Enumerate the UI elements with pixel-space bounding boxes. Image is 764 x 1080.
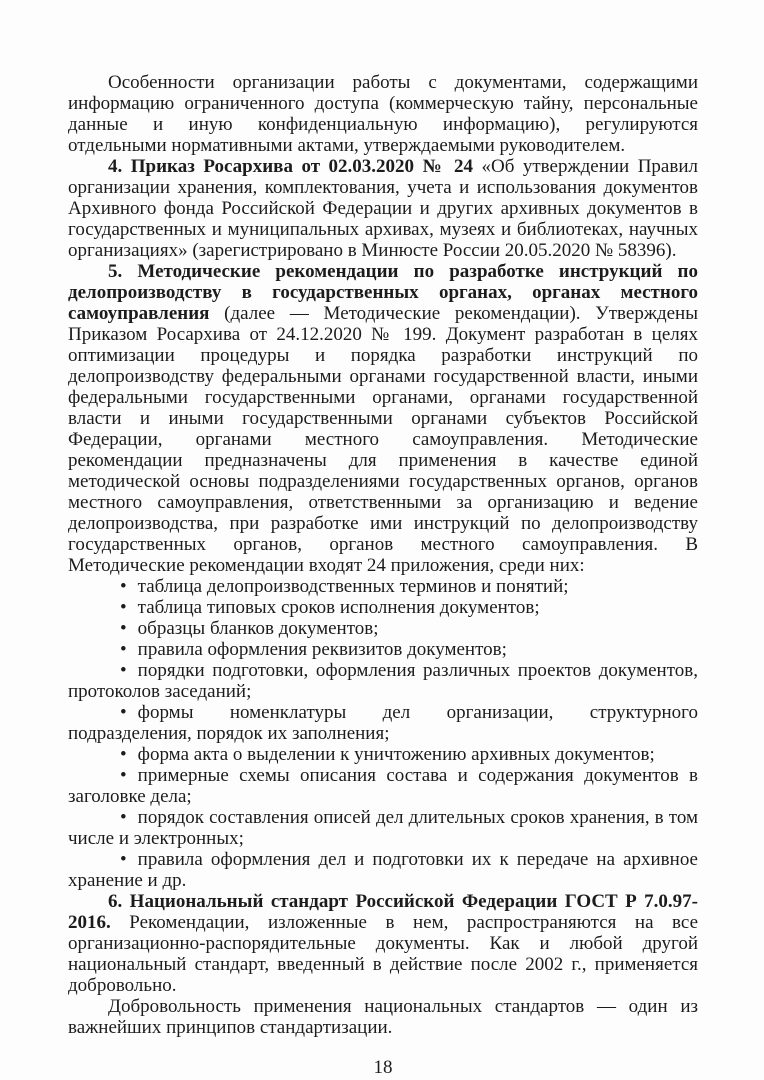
bullet-marker: • bbox=[120, 744, 127, 765]
bullet-item bbox=[68, 639, 698, 660]
paragraph-item-6-body: Рекомендации, изложенные в нем, распространяются на все организационно-распорядительные документы. Как и любой другой национальный стандарт, введенный в действие после 2002 г., применяется добровольно. bbox=[68, 912, 698, 996]
bullet-item bbox=[68, 849, 698, 891]
bullet-item bbox=[68, 744, 698, 765]
bullet-item bbox=[68, 765, 698, 807]
bullet-item bbox=[68, 807, 698, 849]
bullet-item bbox=[68, 702, 698, 744]
bullet-item-text: образцы бланков документов; bbox=[137, 618, 379, 639]
bullet-list bbox=[68, 576, 698, 891]
paragraph-item-4-body: «Об утверждении Правил организации хранения, комплектования, учета и использования документов Архивного фонда Российской Федерации и других архивных документов в государственных и муниципальных архивах, музеях и библиотеках, научных организациях» (зарегистрировано в Минюсте России 20.05.2020 № 58396). bbox=[68, 156, 698, 261]
bullet-item bbox=[68, 660, 698, 702]
paragraph-item-5-body: (далее — Методические рекомендации). Утверждены Приказом Росархива от 24.12.2020 № 199. Документ разработан в целях оптимизации процедуры и порядка разработки инструкций по делопроизводству федеральными органами государственной власти, иными федеральными государственными органами, органами государственной власти и иными государственными органами субъектов Российской Федерации, органами местного самоуправления. Методические рекомендации предназначены для применения в качестве единой методической основы подразделениями государственных органов, органов местного самоуправления, ответственными за организацию и ведение делопроизводства, при разработке ими инструкций по делопроизводству государственных органов, органов местного самоуправления. В Методические рекомендации входят 24 приложения, среди них: bbox=[68, 303, 698, 576]
bullet-item-text: правила оформления дел и подготовки их к передаче на архивное хранение и др. bbox=[68, 849, 698, 891]
bullet-marker: • bbox=[120, 849, 127, 870]
bullet-item bbox=[68, 576, 698, 597]
bullet-item-text: таблица делопроизводственных терминов и понятий; bbox=[137, 576, 569, 597]
bullet-marker: • bbox=[120, 618, 127, 639]
bullet-marker: • bbox=[120, 639, 127, 660]
paragraph-item-6 bbox=[68, 891, 698, 996]
page-number: 18 bbox=[373, 1057, 393, 1078]
bullet-item-text: примерные схемы описания состава и содержания документов в заголовке дела; bbox=[68, 765, 698, 807]
bullet-marker: • bbox=[120, 597, 127, 618]
bullet-marker: • bbox=[120, 660, 127, 681]
bullet-item bbox=[68, 618, 698, 639]
bullet-marker: • bbox=[120, 765, 127, 786]
paragraph-intro: Особенности организации работы с документами, содержащими информацию ограниченного доступа (коммерческую тайну, персональные данные и иную конфиденциальную информацию), регулируются отдельными нормативными актами, утверждаемыми руководителем. bbox=[68, 72, 698, 156]
bullet-item-text: порядки подготовки, оформления различных проектов документов, протоколов заседаний; bbox=[68, 660, 698, 702]
paragraph-item-5-lead: 5. Методические рекомендации по разработке инструкций по делопроизводству в государственных органах, органах местного самоуправления bbox=[68, 261, 698, 324]
paragraph-item-4-lead: 4. Приказ Росархива от 02.03.2020 № 24 bbox=[108, 156, 473, 177]
bullet-marker: • bbox=[120, 807, 127, 828]
bullet-item-text: порядок составления описей дел длительных сроков хранения, в том числе и электронных; bbox=[68, 807, 698, 849]
bullet-marker: • bbox=[120, 702, 127, 723]
bullet-item bbox=[68, 597, 698, 618]
paragraph-item-4 bbox=[68, 156, 698, 261]
paragraph-closing: Добровольность применения национальных стандартов — один из важнейших принципов стандартизации. bbox=[68, 996, 698, 1038]
paragraph-item-6-lead: 6. Национальный стандарт Российской Федерации ГОСТ Р 7.0.97-2016. bbox=[68, 891, 698, 933]
bullet-marker: • bbox=[120, 576, 127, 597]
bullet-item-text: формы номенклатуры дел организации, структурного подразделения, порядок их заполнения; bbox=[68, 702, 698, 744]
bullet-item-text: таблица типовых сроков исполнения документов; bbox=[137, 597, 540, 618]
bullet-item-text: форма акта о выделении к уничтожению архивных документов; bbox=[137, 744, 655, 765]
paragraph-item-5 bbox=[68, 261, 698, 576]
bullet-item-text: правила оформления реквизитов документов; bbox=[137, 639, 507, 660]
